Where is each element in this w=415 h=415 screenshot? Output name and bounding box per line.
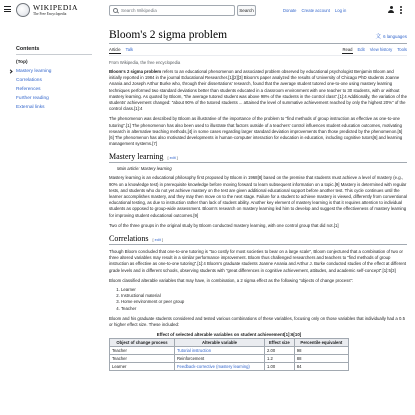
- table-row: [110, 347, 349, 355]
- donate-link[interactable]: Donate: [283, 8, 297, 13]
- header-links: [283, 8, 346, 13]
- table-cell: 88: [294, 355, 348, 363]
- title-row: [109, 29, 407, 41]
- table-cell: 98: [294, 347, 348, 355]
- tab-edit[interactable]: Edit: [357, 47, 365, 52]
- column-header: Percentile equivalent: [294, 339, 348, 347]
- correlations-paragraph-3: Bloom and his graduate students considered and tested various combinations of these variables, focusing only on those variables that individually had a 0.5 or higher effect size. These included:: [109, 315, 405, 328]
- toc-item-mastery-learning[interactable]: [16, 67, 96, 76]
- language-button[interactable]: [376, 32, 407, 40]
- toc-item-external-links[interactable]: External links: [16, 105, 45, 110]
- table-cell-link[interactable]: Feedback-corrective (mastery learning): [174, 363, 264, 371]
- page-tagline: From Wikipedia, the free encyclopedia: [109, 60, 181, 65]
- edit-section-link[interactable]: [ edit ]: [167, 156, 178, 161]
- table-cell: 1.00: [265, 363, 295, 371]
- table-cell: 1.2: [265, 355, 295, 363]
- toc-item-correlations[interactable]: Correlations: [16, 78, 42, 83]
- contents-title: Contents: [16, 46, 40, 52]
- menu-icon[interactable]: [4, 6, 11, 12]
- objects-of-change-list: [121, 287, 407, 312]
- language-count: 6 languages: [383, 33, 407, 39]
- intro-bold-term: Bloom's 2 sigma problem: [109, 69, 162, 74]
- column-header: Alterable variable: [174, 339, 264, 347]
- wikipedia-globe-icon[interactable]: [16, 3, 30, 17]
- tab-view-history[interactable]: View history: [369, 47, 393, 52]
- chevron-down-icon[interactable]: [8, 69, 12, 73]
- table-cell: Reinforcement: [174, 355, 264, 363]
- intro-paragraph-2: The phenomenon was described by Bloom as illustrative of the importance of the problem to "find methods of group instruction as effective as one-to-one tutoring".[1] The phenomenon has also been used to illustrate that factors outside of a teachers' control influences student education outcomes, motivating research in alternative teaching methods,[4] in some cases regarding larger standard deviation improvements than those predicted by the phenomenon.[5][6] The phenomenon has also motivated developments in human-computer interaction for education in education, including cognitive tutors[6] and learning management systems.[7]: [109, 116, 403, 147]
- table-row: [110, 355, 349, 363]
- logo-wordmark: WIKIPEDIA: [33, 3, 78, 12]
- correlations-paragraph-2: Bloom classified alterable variables that may have, in combination, a 2 sigma effect as the following "objects of change process":: [109, 277, 354, 283]
- create-account-link[interactable]: Create account: [301, 8, 330, 13]
- table-of-contents: [16, 46, 96, 112]
- tabs-divider: [109, 55, 407, 56]
- table-cell: Teacher: [110, 347, 175, 355]
- site-header: [0, 0, 415, 20]
- section-title: Mastery learning: [109, 152, 164, 162]
- edit-section-link[interactable]: [ edit ]: [152, 238, 163, 243]
- page-tabs: [109, 47, 407, 54]
- column-header[interactable]: Effect size: [265, 339, 295, 347]
- table-cell-link[interactable]: Tutorial instruction: [174, 347, 264, 355]
- list-item: 4. Teacher: [121, 306, 407, 312]
- list-item: 3. Home environment or peer group: [121, 299, 407, 305]
- main-content: [109, 29, 407, 371]
- section-title: Correlations: [109, 234, 149, 244]
- search-input[interactable]: [121, 8, 221, 13]
- mastery-paragraph-1: Mastery learning is an educational philosophy first proposed by Bloom in 1968[8] based on the premise that students must achieve a level of mastery (e.g., 90% on a knowledge test) in prerequisite knowledge before moving forward to learn subsequent information on a topic.[9] Mastery is determined with regular tests, and students who do not yet achieve mastery on the test are given additional educational support before another test. This cycle continues until the learner accomplishes mastery, and they may then move on to the next stage. Failure for a student to achieve mastery is viewed, differently from conventional educational testing, as due to instruction rather than lack of student ability. Another key element of mastery learning is that it requires attention to individual students as opposed to group-wide assessment. Bloom's research on mastery learning led him to develop and suggest the effectiveness of mastery learning for improving student educational outcomes.[9]: [109, 175, 407, 218]
- column-header: Object of change process: [110, 339, 175, 347]
- correlations-paragraph-1: Though Bloom concluded that one-to-one tutoring is "too costly for most societies to bear on a large scale", Bloom conjectured that a combination of two or three altered variables may result in a similar performance improvement. Bloom thus challenged researchers and teachers to "find methods of group instruction as effective as one-to-one tutoring".[1]:4 Bloom's graduate students Joanne Anania and Arthur J. Burke conducted studies of the effect at different grade levels and in different schools, observing students with "great differences in cognitive achievement, attitudes, and academic self-concept".[1]:5[3]: [109, 249, 407, 273]
- page-title: Bloom's 2 sigma problem: [109, 29, 228, 41]
- main-article-note: Main article: Mastery learning: [117, 166, 172, 172]
- translate-icon: 文: [375, 34, 382, 40]
- section-heading-mastery: [109, 152, 407, 161]
- mastery-paragraph-2: Two of the three groups in the original study by Bloom conducted mastery learning, with one control group that did not.[1]: [109, 222, 339, 228]
- search-icon: [113, 8, 118, 13]
- tab-tools[interactable]: Tools: [397, 47, 407, 52]
- site-logo[interactable]: [33, 4, 78, 16]
- table-cell: Learner: [110, 363, 175, 371]
- table-cell: 2.00: [265, 347, 295, 355]
- alterable-variables-table: [109, 338, 349, 371]
- intro-text: refers to an educational phenomenon and associated problem observed by educational psychologist Benjamin Bloom and initially reported in 1984 in the journal Educational Researcher.[1][2][3] Bloom's paper analyzed the results of University of Chicago PhD students Joanne Anania and Joseph Arthur Burke who, through their dissertations' research, found that the average student tutored one-to-one using mastery learning techniques performed two standard deviations better than students educated in a classroom environment with one teacher to 30 students, with or without mastery learning. As quoted by Bloom, "the average tutored student was above 98% of the students in the control class".[1]:4 Additionally, the variation of the students' achievement changed: "about 90% of the tutored students ... attained the level of summative achievement reached by only the highest 20%" of the control class.[1]:4: [109, 69, 407, 112]
- more-options-icon[interactable]: [400, 6, 402, 14]
- toc-item-top[interactable]: (Top): [16, 60, 28, 65]
- tab-talk[interactable]: Talk: [125, 47, 134, 52]
- tab-read[interactable]: Read: [342, 47, 353, 52]
- edit-label[interactable]: edit: [154, 238, 161, 243]
- user-icon[interactable]: [388, 6, 394, 13]
- section-divider: [109, 162, 407, 163]
- list-item: 2. Instructional material: [121, 293, 407, 299]
- search-button[interactable]: Search: [237, 5, 256, 16]
- table-caption: Effect of selected alterable variables on student achievement[1]:6[10]: [156, 332, 302, 338]
- table-header-row: [110, 339, 349, 347]
- contents-divider: [16, 54, 92, 55]
- logo-tagline: The Free Encyclopedia: [33, 11, 67, 16]
- toc-item-further-reading[interactable]: Further reading: [16, 96, 49, 101]
- edit-label[interactable]: edit: [169, 156, 176, 161]
- login-link[interactable]: Log in: [334, 8, 347, 13]
- list-item: 1. Learner: [121, 287, 407, 293]
- section-heading-correlations: [109, 234, 407, 243]
- section-divider: [109, 244, 407, 245]
- search-box[interactable]: [109, 5, 235, 16]
- toc-item-label: Mastery learning: [16, 69, 52, 74]
- title-divider: [109, 43, 407, 44]
- table-row: [110, 363, 349, 371]
- tab-article[interactable]: Article: [109, 47, 121, 52]
- toc-item-references[interactable]: References: [16, 87, 41, 92]
- table-cell: 84: [294, 363, 348, 371]
- intro-paragraph-1: [109, 69, 407, 112]
- table-cell: Teacher: [110, 355, 175, 363]
